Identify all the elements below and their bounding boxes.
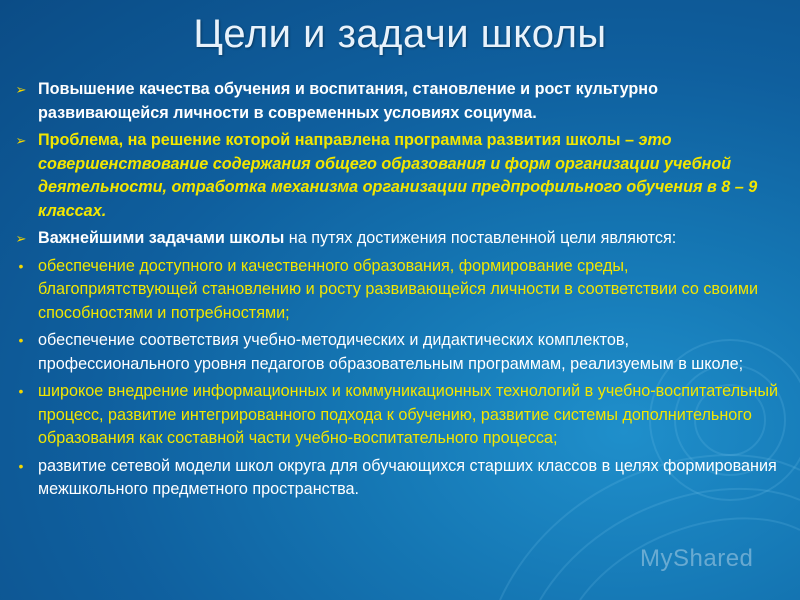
list-item (10, 227, 780, 251)
slide-content (10, 78, 780, 506)
task-text: развитие сетевой модели школ округа для обучающихся старших классов в целях формирования межшкольного предметного пространства. (38, 456, 777, 498)
list-item (10, 129, 780, 223)
list-item (10, 329, 780, 376)
arrow-bullet-icon: ➢ (15, 231, 27, 246)
dot-bullet-icon: • (18, 332, 24, 348)
task-text: обеспечение соответствия учебно-методических и дидактических комплектов, профессионального уровня педагогов образовательным программам, реализуемым в школе; (38, 331, 744, 373)
goal-text: Повышение качества обучения и воспитания, становление и рост культурно развивающейся личности в современных условиях социума. (38, 80, 658, 122)
list-item (10, 380, 780, 451)
dot-bullet-icon: • (18, 383, 24, 399)
slide-title: Цели и задачи школы (193, 12, 607, 56)
tasks-lead-text: Важнейшими задачами школы (38, 229, 285, 247)
problem-emphasis-text: это совершенствование содержания общего образования и форм организации учебной деятельности, отработка механизма организации предпрофильного обучения в 8 – 9 классах. (38, 131, 758, 220)
task-text: обеспечение доступного и качественного образования, формирование среды, благоприятствующей становлению и росту развивающейся личности в соответствии со своими способностями и потребностями; (38, 256, 759, 322)
task-text: широкое внедрение информационных и коммуникационных технологий в учебно-воспитательный процесс, развитие интегрированного подхода к обучению, развитие системы дополнительного образования как составной части учебно-воспитательного процесса; (38, 382, 779, 447)
dot-bullet-icon: • (18, 257, 24, 274)
arrow-bullet-icon: ➢ (15, 82, 27, 97)
list-item (10, 255, 780, 326)
arrow-bullet-icon: ➢ (15, 133, 27, 148)
tasks-rest-text: на путях достижения поставленной цели являются: (284, 229, 677, 247)
list-item (10, 455, 780, 502)
dot-bullet-icon: • (18, 457, 24, 474)
list-item (10, 78, 780, 125)
watermark: MyShared (640, 545, 754, 572)
problem-lead-text: Проблема, на решение которой направлена программа развития школы – (38, 131, 635, 149)
